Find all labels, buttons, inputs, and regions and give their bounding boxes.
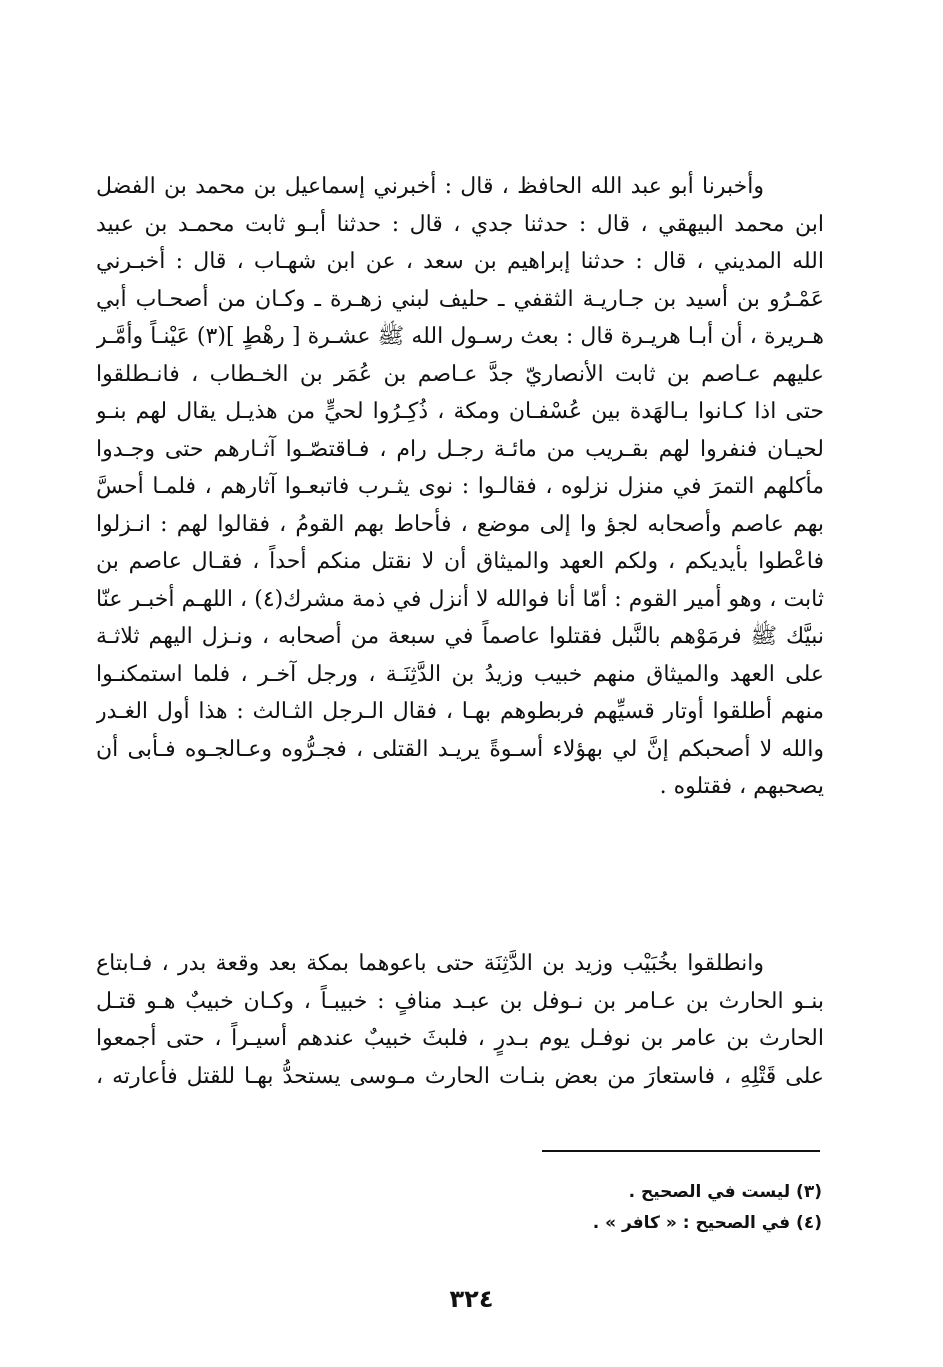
text-line: وأخبرنا أبو عبد الله الحافظ ، قال : أخبرني إسماعيل بن محمد بن الفضل <box>96 174 764 199</box>
text-line: على العهد والميثاق منهم خبيب وزيدُ بن الدَّثِنَـة ، ورجل آخـر ، فلما استمكنـوا <box>96 661 824 687</box>
text-line: عليهم عـاصم بن ثابت الأنصاريّ جدَّ عـاصم بن عُمَر بن الخـطاب ، فانـطلقوا <box>96 361 824 387</box>
text-line: على قَتْلِهِ ، فاستعارَ من بعض بنـات الحارث مـوسى يستحدُّ بهـا للقتل فأعارته ، <box>96 1063 824 1089</box>
footnote: (٤) في الصحيح : « كافر » . <box>592 1213 822 1233</box>
text-line: ثابت ، وهو أمير القوم : أمّا أنا فوالله لا أنزل في ذمة مشرك(٤) ، اللهـم أخبـر عنّا <box>96 586 824 612</box>
text-line: وانطلقوا بخُبَيْب وزيد بن الدَّثِنَة حتى باعوهما بمكة بعد وقعة بدر ، فـابتاع <box>96 951 764 976</box>
text-line: والله لا أصحبكم إنَّ لي بهؤلاء أسـوةً يريـد القتلى ، فجـرُّوه وعـالجـوه فـأبى أن <box>96 736 824 762</box>
text-line: ابن محمد البيهقي ، قال : حدثنا جدي ، قال : حدثنا أبـو ثابت محمـد بن عبيد <box>96 211 824 237</box>
page-number: ٣٢٤ <box>449 1285 494 1313</box>
footnotes <box>96 1177 824 1239</box>
text-line: لحيـان فنفروا لهم بقـريب من مائـة رجـل رام ، فـاقتصّـوا آثـارهم حتى وجـدوا <box>96 436 824 462</box>
text-line: منهم أطلقوا أوتار قسيِّهم فربطوهم بهـا ، فقال الـرجل الثـالث : هذا أول الغـدر <box>96 699 824 724</box>
paragraph <box>96 945 824 1095</box>
text-line: مأكلهم التمرَ في منزل نزلوه ، فقالـوا : نوى يثـرب فاتبعـوا آثارهم ، فلمـا أحسَّ <box>96 474 824 499</box>
text-line: نبيَّك ﷺ فرمَوْهم بالنَّبل فقتلوا عاصماً في سبعة من أصحابه ، ونـزل اليهم ثلاثـة <box>96 624 824 649</box>
text-line: يصحبهم ، فقتلوه . <box>659 774 824 799</box>
text-line: فاعْطوا بأيديكم ، ولكم العهد والميثاق أن لا نقتل منكم أحداً ، فقـال عاصم بن <box>96 549 824 574</box>
text-line: حتى اذا كـانوا بـالهَدة بين عُسْفـان ومكة ، ذُكِـرُوا لحيٍّ من هذيـل يقال لهم بنـو <box>96 399 824 424</box>
footnote-divider <box>542 1150 820 1152</box>
text-line: بهم عاصم وأصحابه لجؤ وا إلى موضع ، فأحاط بهم القومُ ، فقالوا لهم : انـزلوا <box>96 511 824 537</box>
text-line: بنـو الحارث بن عـامر بن نـوفل بن عبـد منافٍ : خبيبـاً ، وكـان خبيبٌ هـو قتـل <box>96 988 824 1014</box>
text-line: عَمْـرُو بن أسيد بن جـاريـة الثقفي ـ حليف لبني زهـرة ـ وكـان من أصحـاب أبي <box>96 286 824 312</box>
text-line: الله المديني ، قال : حدثنا إبراهيم بن سعد ، عن ابن شهـاب ، قال : أخبـرني <box>96 249 824 274</box>
paragraph <box>96 168 824 806</box>
text-line: الحارث بن عامر بن نوفـل يوم بـدرٍ ، فلبثَ خبيبٌ عندهم أسيـراً ، حتى أجمعوا <box>96 1026 824 1051</box>
footnote: (٣) ليست في الصحيح . <box>628 1182 822 1202</box>
text-line: هـريرة ، أن أبـا هريـرة قال : بعث رسـول الله ﷺ عشـرة [ رهْطٍ ](٣) عَيْنـاً وأمَّـر <box>96 324 824 349</box>
